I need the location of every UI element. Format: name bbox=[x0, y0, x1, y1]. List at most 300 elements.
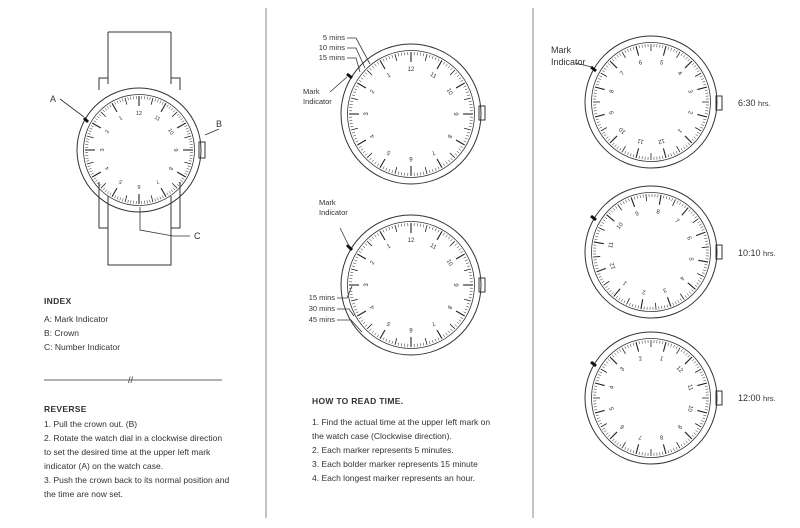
dial-tick bbox=[618, 204, 622, 210]
dial-number: 3 bbox=[686, 89, 693, 95]
dial-tick bbox=[685, 295, 687, 297]
dial-tick bbox=[697, 366, 700, 368]
index-item-c: C: Number Indicator bbox=[44, 342, 121, 352]
dial-tick bbox=[443, 163, 445, 166]
dial-tick bbox=[599, 423, 602, 424]
dial-tick bbox=[696, 364, 698, 366]
dial-number: 8 bbox=[655, 209, 661, 216]
dial-tick bbox=[464, 299, 471, 301]
dial-tick bbox=[383, 338, 384, 341]
dial-tick bbox=[607, 215, 615, 221]
dial-tick bbox=[620, 203, 622, 206]
how-to-step-2: 2. Each marker represents 5 minutes. bbox=[312, 445, 454, 455]
dial-tick bbox=[678, 300, 679, 303]
dial-tick bbox=[172, 112, 177, 117]
dial-tick bbox=[681, 444, 683, 447]
dial-tick bbox=[363, 322, 365, 324]
dial-tick bbox=[686, 57, 688, 59]
dial-tick bbox=[594, 242, 604, 244]
dial-tick bbox=[598, 420, 601, 421]
dial-tick bbox=[633, 154, 634, 157]
dial-tick bbox=[703, 119, 706, 120]
dial-number: 5 bbox=[687, 256, 694, 262]
dial-tick bbox=[128, 200, 129, 203]
example-time-3: 12:00 hrs. bbox=[738, 393, 776, 403]
dial-tick bbox=[683, 443, 685, 445]
dial-tick bbox=[704, 267, 707, 268]
dial-tick bbox=[189, 161, 192, 162]
dial-ring bbox=[592, 43, 711, 162]
watch-diagram bbox=[50, 32, 222, 265]
dial-tick bbox=[694, 362, 696, 364]
dial-tick bbox=[386, 339, 387, 342]
dial-tick bbox=[438, 167, 439, 170]
dial-tick bbox=[173, 188, 175, 190]
dial-tick bbox=[161, 103, 166, 112]
dial-tick bbox=[662, 45, 663, 48]
dial-tick bbox=[625, 50, 626, 53]
dial-number: 10 bbox=[685, 404, 694, 413]
dial-tick bbox=[610, 432, 617, 439]
dial-number: 7 bbox=[638, 433, 644, 440]
dial-tick bbox=[437, 159, 442, 168]
dial-tick bbox=[671, 344, 672, 347]
dial-tick bbox=[361, 320, 363, 322]
dial-tick bbox=[695, 285, 697, 287]
strap-top bbox=[108, 32, 171, 84]
mark-callout-line-top bbox=[330, 77, 347, 92]
dial-tick bbox=[395, 225, 397, 232]
dial-tick bbox=[359, 146, 362, 148]
dial-tick bbox=[662, 156, 663, 159]
dial-tick bbox=[398, 224, 399, 227]
dial-tick bbox=[617, 147, 619, 149]
dial-tick bbox=[457, 75, 459, 77]
dial-tick bbox=[107, 106, 109, 108]
dial-tick bbox=[692, 435, 694, 437]
dial-tick bbox=[351, 128, 358, 130]
dial-number: 4 bbox=[369, 304, 377, 310]
dial-tick bbox=[363, 246, 365, 248]
dial-tick bbox=[701, 124, 704, 125]
dial-tick bbox=[598, 78, 601, 79]
dial-tick bbox=[636, 342, 639, 352]
dial-tick bbox=[635, 305, 636, 308]
dial-number: 3 bbox=[662, 286, 668, 293]
dial-tick bbox=[354, 138, 357, 139]
dial-tick bbox=[357, 254, 366, 259]
dial-tick bbox=[459, 149, 461, 151]
dial-tick bbox=[681, 53, 683, 56]
dial-number: 3 bbox=[364, 283, 371, 287]
case-ex-3 bbox=[585, 332, 717, 464]
dial-tick bbox=[383, 59, 384, 62]
dial-tick bbox=[702, 273, 705, 274]
dial-tick bbox=[120, 198, 121, 201]
dial-tick bbox=[162, 195, 163, 198]
dial-tick bbox=[594, 113, 597, 114]
dial-tick bbox=[372, 237, 374, 239]
dial-tick bbox=[117, 197, 118, 200]
dial-tick bbox=[625, 151, 626, 154]
callout-a-line bbox=[60, 99, 84, 117]
how-to-title: HOW TO READ TIME. bbox=[312, 396, 404, 406]
dial-tick bbox=[626, 298, 629, 304]
dial-tick bbox=[372, 66, 374, 68]
dial-number: 4 bbox=[678, 274, 685, 281]
dial-tick bbox=[438, 59, 439, 62]
callout-45-mins-b: 45 mins bbox=[308, 315, 335, 324]
dial-tick bbox=[688, 59, 690, 61]
dial-tick bbox=[702, 418, 705, 419]
dial-tick bbox=[626, 200, 627, 203]
case-ex-2 bbox=[585, 186, 717, 318]
dial-tick bbox=[92, 123, 101, 128]
dial-tick bbox=[695, 73, 701, 77]
dial-tick bbox=[673, 152, 674, 155]
dial-tick bbox=[359, 251, 362, 253]
dial-tick bbox=[367, 70, 372, 75]
dial-tick bbox=[450, 153, 455, 158]
dial-tick bbox=[432, 227, 433, 230]
dial-tick bbox=[352, 95, 355, 96]
dial-tick bbox=[188, 133, 191, 134]
dial-tick bbox=[157, 198, 158, 201]
dial-tick bbox=[677, 201, 678, 204]
dial-tick bbox=[613, 208, 615, 210]
dial-tick bbox=[700, 423, 703, 424]
dial-tick bbox=[460, 317, 463, 319]
dial-tick bbox=[702, 377, 705, 378]
dial-number: 8 bbox=[658, 433, 664, 440]
dial-tick bbox=[112, 103, 117, 112]
dial-number: 3 bbox=[99, 148, 106, 152]
dial-face-0 bbox=[84, 95, 195, 206]
reverse-step-3: 3. Push the crown back to its normal position and bbox=[44, 475, 230, 485]
dial-tick bbox=[435, 339, 436, 342]
dial-tick bbox=[429, 341, 430, 344]
dial-tick bbox=[612, 439, 614, 441]
dial-tick bbox=[682, 204, 684, 206]
dial-number: 1 bbox=[658, 356, 664, 363]
reverse-step-2: 2. Rotate the watch dial in a clockwise direction bbox=[44, 433, 223, 443]
dial-tick bbox=[184, 173, 187, 174]
dial-tick bbox=[459, 78, 461, 80]
dial-tick bbox=[663, 46, 666, 56]
dial-tick bbox=[601, 222, 604, 224]
dial-tick bbox=[689, 210, 691, 212]
dial-tick bbox=[429, 226, 430, 229]
dial-tick bbox=[697, 87, 707, 90]
dial-tick bbox=[668, 450, 669, 453]
separator-mark: // bbox=[128, 375, 134, 385]
dial-tick bbox=[632, 304, 633, 307]
reverse-step-1: 1. Pull the crown out. (B) bbox=[44, 419, 138, 429]
dial-tick bbox=[597, 418, 600, 419]
dial-tick bbox=[695, 424, 701, 428]
dial-tick bbox=[457, 322, 459, 324]
dial-tick bbox=[703, 270, 706, 271]
dial-tick bbox=[425, 167, 427, 174]
dial-tick bbox=[700, 278, 703, 279]
dial-tick bbox=[646, 194, 647, 201]
dial-tick bbox=[356, 257, 359, 258]
dial-tick bbox=[87, 136, 94, 138]
dial-tick bbox=[685, 357, 692, 364]
dial-tick bbox=[671, 48, 672, 51]
dial-tick bbox=[188, 166, 191, 167]
label-b: B bbox=[216, 119, 223, 129]
dial-tick bbox=[361, 149, 363, 151]
dial-tick bbox=[607, 288, 609, 290]
dial-tick bbox=[633, 47, 634, 50]
dial-tick bbox=[692, 139, 694, 141]
dial-tick bbox=[377, 62, 379, 65]
dial-tick bbox=[633, 450, 634, 453]
dial-number: 2 bbox=[104, 129, 112, 135]
dial-number: 2 bbox=[686, 109, 693, 115]
dial-number: 2 bbox=[641, 288, 647, 295]
dial-tick bbox=[162, 102, 163, 105]
dial-tick bbox=[694, 216, 696, 218]
dial-tick bbox=[103, 188, 105, 190]
dial-tick bbox=[595, 236, 598, 237]
dial-tick bbox=[361, 249, 363, 251]
dial-tick bbox=[455, 324, 457, 326]
reverse-step-3b: the time are now set. bbox=[44, 489, 123, 499]
dial-tick bbox=[184, 136, 191, 138]
dial-tick bbox=[177, 172, 186, 177]
dial-tick bbox=[703, 380, 706, 381]
dial-tick bbox=[450, 241, 455, 246]
dial-tick bbox=[157, 100, 158, 103]
how-to-step-4: 4. Each longest marker represents an hour. bbox=[312, 473, 476, 483]
dial-tick bbox=[351, 98, 358, 100]
dial-tick bbox=[350, 101, 353, 102]
dial-tick bbox=[697, 132, 700, 134]
how-to-step-3: 3. Each bolder marker represents 15 minute bbox=[312, 459, 478, 469]
dial-number: 11 bbox=[685, 383, 694, 392]
dial-tick bbox=[593, 256, 600, 257]
dial-tick bbox=[677, 52, 681, 58]
dial-tick bbox=[450, 239, 452, 241]
reverse-step-2c: indicator (A) on the watch case. bbox=[44, 461, 164, 471]
dial-tick bbox=[464, 257, 467, 258]
dial-tick bbox=[697, 70, 700, 72]
dial-tick bbox=[677, 442, 681, 448]
dial-tick bbox=[612, 59, 614, 61]
dial-tick bbox=[667, 297, 670, 306]
dial-tick bbox=[370, 239, 372, 241]
dial-tick bbox=[606, 362, 608, 364]
dial-tick bbox=[625, 346, 626, 349]
dial-tick bbox=[377, 163, 379, 166]
dial-tick bbox=[699, 224, 702, 225]
dial-tick bbox=[615, 441, 617, 443]
dial-tick bbox=[456, 140, 465, 145]
dial-tick bbox=[386, 57, 387, 60]
dial-tick bbox=[94, 178, 97, 180]
dial-tick bbox=[666, 196, 667, 199]
dial-tick bbox=[372, 331, 374, 333]
dial-tick bbox=[598, 273, 601, 274]
dial-tick bbox=[443, 233, 445, 236]
dial-tick bbox=[705, 409, 708, 410]
dial-tick bbox=[673, 448, 674, 451]
dial-tick bbox=[398, 172, 399, 175]
dial-tick bbox=[599, 127, 602, 128]
dial-tick bbox=[602, 366, 605, 368]
dial-tick bbox=[466, 92, 469, 93]
dial-tick bbox=[599, 276, 602, 277]
dial-tick bbox=[353, 135, 356, 136]
dial-number: 10 bbox=[615, 221, 625, 231]
dial-tick bbox=[703, 415, 706, 416]
dial-tick bbox=[672, 303, 673, 306]
dial-number: 5 bbox=[386, 319, 392, 327]
dial-tick bbox=[638, 306, 639, 309]
dial-tick bbox=[662, 341, 663, 344]
index-title: INDEX bbox=[44, 296, 72, 306]
crown bbox=[199, 142, 205, 158]
dial-tick bbox=[687, 294, 689, 296]
dial-tick bbox=[367, 324, 372, 329]
dial-tick bbox=[432, 340, 433, 343]
dial-tick bbox=[622, 52, 626, 58]
dial-tick bbox=[370, 68, 372, 70]
dial-tick bbox=[352, 266, 355, 267]
dial-tick bbox=[423, 224, 424, 227]
dial-tick bbox=[627, 49, 628, 52]
dial-tick bbox=[595, 87, 605, 90]
dial-tick bbox=[446, 162, 448, 164]
dial-tick bbox=[353, 263, 356, 264]
dial-tick bbox=[122, 199, 123, 202]
dial-tick bbox=[615, 206, 617, 208]
dial-tick bbox=[655, 303, 656, 310]
dial-tick bbox=[380, 231, 385, 240]
dial-number: 12 bbox=[674, 365, 684, 375]
dial-tick bbox=[88, 133, 91, 134]
dial-tick bbox=[617, 443, 619, 445]
dial-tick bbox=[702, 229, 705, 230]
dial-tick bbox=[361, 78, 363, 80]
dial-tick bbox=[622, 348, 626, 354]
dial-tick bbox=[389, 56, 390, 59]
dial-tick bbox=[595, 383, 605, 386]
dial-number: 12 bbox=[135, 110, 143, 117]
dial-tick bbox=[380, 159, 385, 168]
dial-tick bbox=[623, 201, 624, 204]
dial-tick bbox=[455, 153, 457, 155]
dial-number: 10 bbox=[444, 87, 454, 97]
dial-tick bbox=[448, 331, 450, 333]
example-watch-3 bbox=[585, 332, 722, 464]
dial-tick bbox=[601, 369, 607, 373]
crown-mid-top bbox=[479, 106, 485, 120]
dial-tick bbox=[456, 83, 465, 88]
mark-indicator-label-ex-l1: Mark bbox=[551, 45, 571, 55]
dial-tick bbox=[639, 452, 640, 455]
dial-tick bbox=[595, 410, 605, 413]
dial-tick bbox=[375, 162, 377, 164]
dial-number: 11 bbox=[428, 242, 438, 252]
dial-tick bbox=[151, 195, 153, 202]
callout-15-mins-b: 15 mins bbox=[308, 293, 335, 302]
dial-tick bbox=[351, 269, 358, 271]
dial-tick bbox=[179, 116, 181, 118]
dial-tick bbox=[354, 309, 357, 310]
dial-tick bbox=[679, 202, 681, 205]
dial-number: 1 bbox=[386, 72, 392, 80]
dial-tick bbox=[177, 184, 179, 186]
dial-tick bbox=[351, 299, 358, 301]
dial-tick bbox=[167, 193, 169, 196]
dial-face-3 bbox=[592, 43, 711, 162]
dial-tick bbox=[392, 55, 393, 58]
dial-tick bbox=[90, 171, 93, 172]
dial-number: 9 bbox=[634, 211, 640, 218]
dial-tick bbox=[438, 338, 439, 341]
dial-tick bbox=[423, 172, 424, 175]
dial-number: 4 bbox=[369, 133, 377, 139]
dial-tick bbox=[456, 254, 465, 259]
dial-tick bbox=[608, 359, 610, 361]
dial-number: 6 bbox=[619, 422, 627, 430]
case-outer bbox=[77, 88, 201, 212]
reverse-title: REVERSE bbox=[44, 404, 87, 414]
dial-tick bbox=[596, 233, 599, 234]
case-mid-top bbox=[341, 44, 481, 184]
dial-tick bbox=[464, 141, 467, 142]
dial-number: 10 bbox=[444, 258, 454, 268]
dial-tick bbox=[446, 64, 448, 66]
dial-number: 7 bbox=[430, 319, 436, 327]
dial-tick bbox=[701, 78, 704, 79]
dial-tick bbox=[702, 122, 705, 123]
reading-watch-top bbox=[303, 33, 485, 184]
dial-tick bbox=[621, 299, 623, 302]
dial-tick bbox=[95, 180, 97, 182]
dial-tick bbox=[160, 101, 161, 104]
dial-number: 4 bbox=[675, 70, 683, 78]
dial-tick bbox=[105, 190, 107, 192]
dial-tick bbox=[595, 114, 605, 117]
dial-tick bbox=[691, 212, 693, 214]
dial-tick bbox=[606, 137, 608, 139]
dial-tick bbox=[703, 84, 706, 85]
dial-number: 5 bbox=[658, 60, 664, 67]
dial-tick bbox=[438, 230, 439, 233]
dial-ring bbox=[592, 193, 711, 312]
dial-tick bbox=[464, 98, 471, 100]
dial-tick bbox=[596, 415, 599, 416]
dial-tick bbox=[352, 303, 355, 304]
dial-tick bbox=[383, 230, 384, 233]
dial-tick bbox=[594, 386, 597, 387]
dial-tick bbox=[356, 141, 359, 142]
dial-tick bbox=[87, 162, 94, 164]
dial-tick bbox=[88, 166, 91, 167]
dial-tick bbox=[702, 247, 709, 248]
dial-tick bbox=[97, 116, 99, 118]
dial-face-4 bbox=[592, 193, 711, 312]
dial-number: 11 bbox=[153, 114, 162, 123]
dial-tick bbox=[628, 199, 629, 202]
dial-tick bbox=[636, 148, 639, 158]
dial-tick bbox=[177, 123, 186, 128]
dial-number: 4 bbox=[104, 165, 112, 171]
